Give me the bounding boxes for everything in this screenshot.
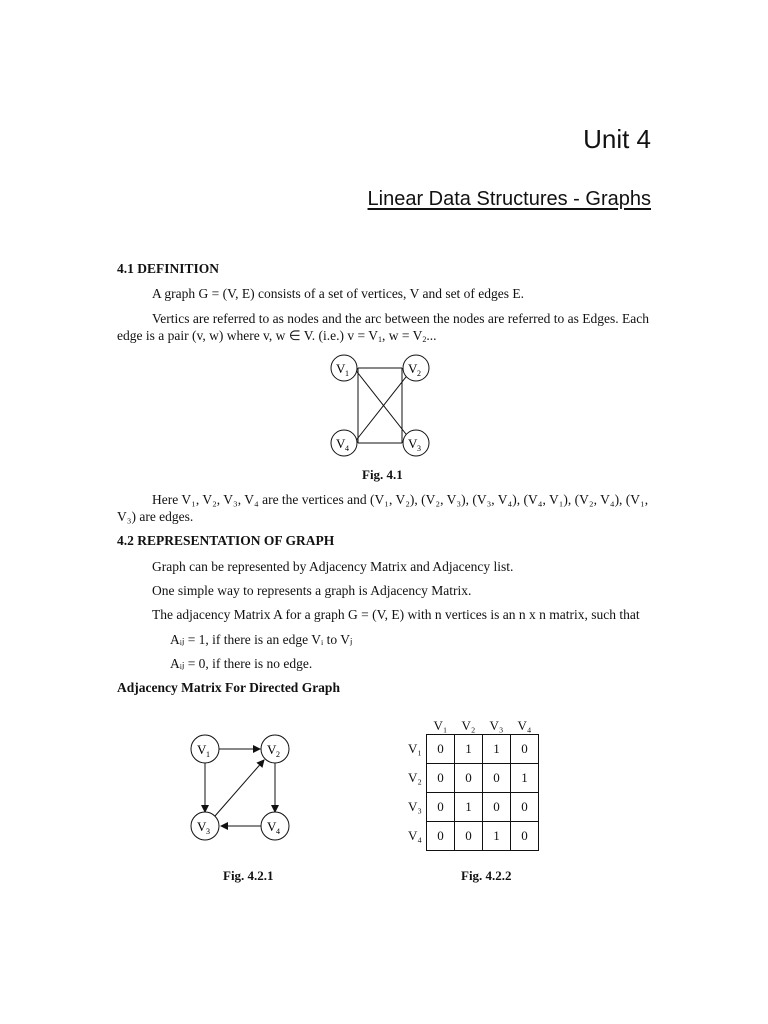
definition-text: , w = V [381, 328, 423, 343]
vertex-v3 [403, 430, 429, 456]
vertex-v2 [403, 355, 429, 381]
adjacency-matrix-table [408, 712, 539, 851]
definition-paragraph-2a: Vertics are referred to as nodes and the arc between the nodes are referred to as Edges. Each [152, 311, 650, 326]
vertices-edges-line-1: Here V₁, V₂, V₃, V₄ are the vertices and (V₁, V₂), (V₂, V₃), (V₃, V₄), (V₄, V₁), (V₂, V₄), (V₁, [152, 492, 649, 507]
matrix-row-header: V₁ [408, 741, 422, 756]
matrix-cell: 0 [483, 793, 511, 822]
vertex-v4 [261, 812, 289, 840]
section-heading-representation: 4.2 REPRESENTATION OF GRAPH [117, 533, 335, 548]
matrix-cell: 0 [427, 735, 455, 764]
subscript: 1 [377, 335, 382, 344]
matrix-cell: 1 [455, 735, 483, 764]
vertex-v1 [191, 735, 219, 763]
matrix-cell: 0 [511, 735, 539, 764]
matrix-cell: 0 [455, 822, 483, 851]
definition-paragraph-2b [117, 327, 436, 344]
section-heading-definition: 4.1 DEFINITION [117, 261, 220, 276]
vertex-label: V [267, 742, 277, 757]
vertex-subscript: 4 [345, 444, 349, 453]
vertex-v2 [261, 735, 289, 763]
vertex-subscript: 1 [206, 750, 210, 759]
definition-paragraph-1: A graph G = (V, E) consists of a set of vertices, V and set of edges E. [152, 286, 525, 301]
matrix-column-header: V₄ [517, 718, 532, 733]
matrix-row-header: V₂ [408, 770, 422, 785]
vertex-subscript: 3 [417, 444, 421, 453]
definition-text: edge is a pair (v, w) where v, w [117, 328, 286, 343]
vertex-subscript: 4 [276, 827, 280, 836]
matrix-cell: 0 [427, 764, 455, 793]
vertex-subscript: 2 [417, 369, 421, 378]
undirected-graph-figure [320, 350, 440, 460]
matrix-cell: 1 [455, 793, 483, 822]
vertex-v4 [331, 430, 357, 456]
matrix-cell: 0 [427, 793, 455, 822]
vertex-label: V [197, 742, 207, 757]
matrix-row [408, 764, 539, 793]
subheading-directed-matrix: Adjacency Matrix For Directed Graph [117, 680, 340, 695]
subscript: 2 [422, 335, 427, 344]
matrix-row-header: V₃ [408, 799, 422, 814]
definition-text: ... [426, 328, 437, 343]
matrix-column-header: V₂ [461, 718, 476, 733]
matrix-cell: 1 [511, 764, 539, 793]
page-subtitle: Linear Data Structures - Graphs [367, 188, 651, 210]
vertex-subscript: 2 [276, 750, 280, 759]
figure-caption-4-2-2: Fig. 4.2.2 [461, 868, 512, 883]
figure-caption-4-2-1: Fig. 4.2.1 [223, 868, 274, 883]
matrix-cell: 0 [483, 764, 511, 793]
vertex-v3 [191, 812, 219, 840]
unit-title: Unit 4 [583, 124, 651, 154]
matrix-cell: 0 [511, 822, 539, 851]
vertex-label: V [408, 361, 418, 376]
adjacency-rule-1: Aᵢⱼ = 1, if there is an edge Vᵢ to Vⱼ [170, 632, 353, 647]
matrix-cell: 0 [511, 793, 539, 822]
vertex-label: V [408, 436, 418, 451]
vertex-label: V [197, 819, 207, 834]
matrix-cell: 0 [455, 764, 483, 793]
figure-caption-4-1: Fig. 4.1 [362, 467, 403, 482]
vertex-label: V [336, 436, 346, 451]
vertex-v1 [331, 355, 357, 381]
directed-graph-figure [186, 730, 306, 845]
vertex-subscript: 1 [345, 369, 349, 378]
matrix-corner [408, 712, 427, 735]
adjacency-rule-2: Aᵢⱼ = 0, if there is no edge. [170, 656, 313, 671]
matrix-row-header: V₄ [408, 828, 422, 843]
matrix-row [408, 735, 539, 764]
matrix-cell: 0 [427, 822, 455, 851]
element-of-symbol: ∈ [288, 328, 301, 343]
matrix-column-header: V₁ [433, 718, 448, 733]
matrix-cell: 1 [483, 822, 511, 851]
matrix-row [408, 793, 539, 822]
representation-paragraph-2: One simple way to represents a graph is Adjacency Matrix. [152, 583, 472, 598]
matrix-header-row [408, 712, 539, 735]
matrix-cell: 1 [483, 735, 511, 764]
matrix-column-header: V₃ [489, 718, 504, 733]
vertex-subscript: 3 [206, 827, 210, 836]
representation-paragraph-3: The adjacency Matrix A for a graph G = (V, E) with n vertices is an n x n matrix, such that [152, 607, 640, 622]
vertex-label: V [336, 361, 346, 376]
vertex-label: V [267, 819, 277, 834]
definition-text: V. (i.e.) v = V [303, 328, 378, 343]
vertices-edges-line-2: V₃) are edges. [117, 509, 194, 524]
edge-v3-to-v2 [215, 760, 264, 816]
matrix-row [408, 822, 539, 851]
representation-paragraph-1: Graph can be represented by Adjacency Matrix and Adjacency list. [152, 559, 514, 574]
